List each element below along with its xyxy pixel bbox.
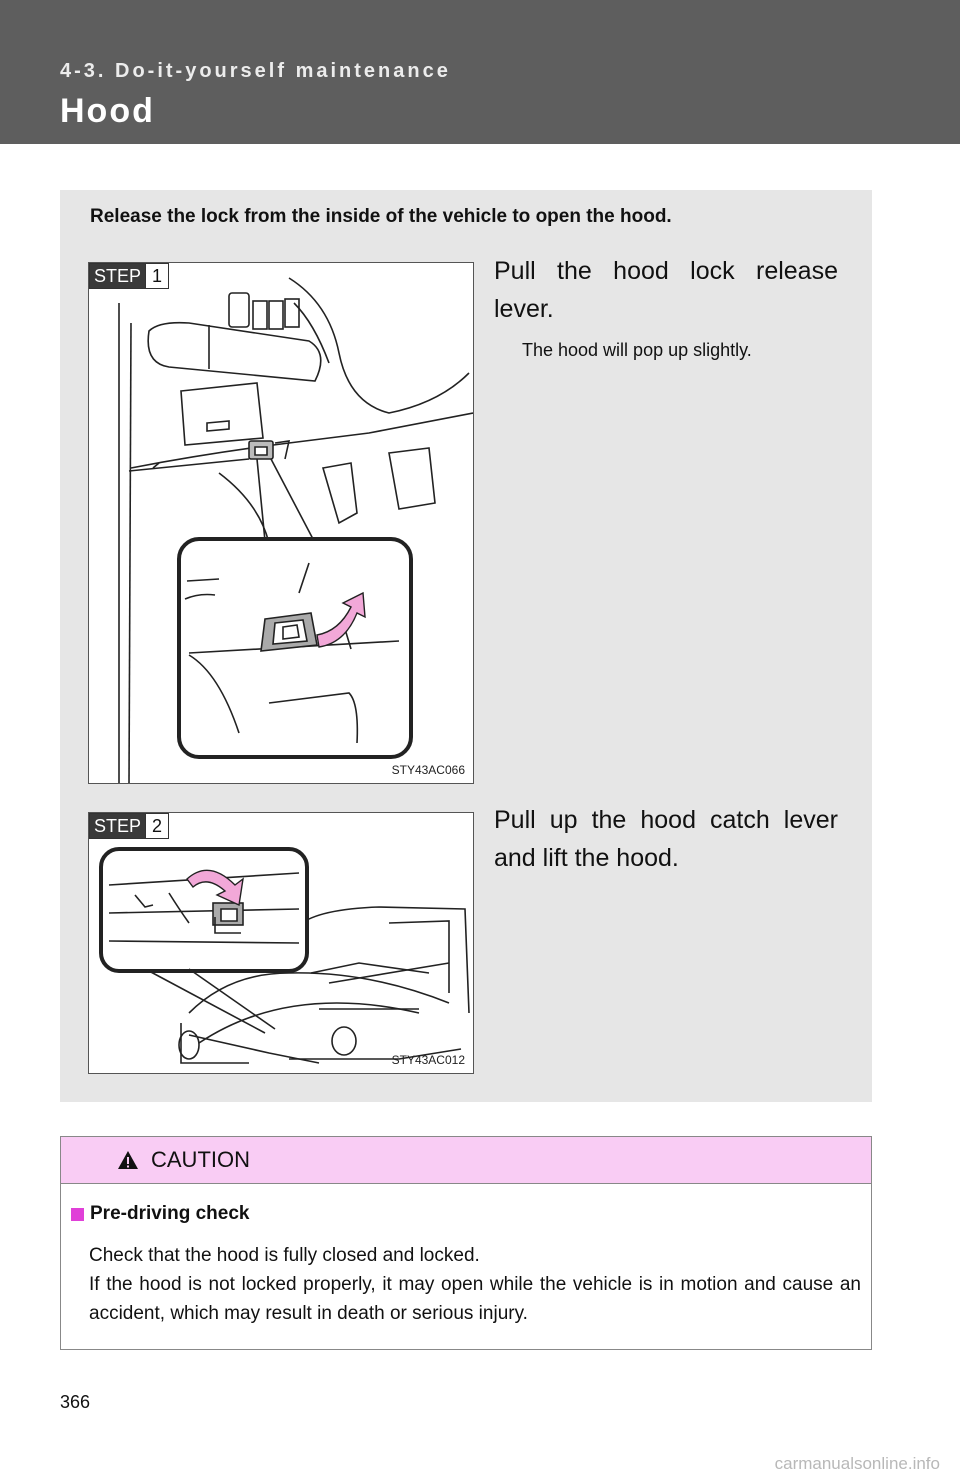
caution-label: CAUTION bbox=[151, 1147, 250, 1172]
caution-subheading bbox=[71, 1203, 249, 1225]
caution-header bbox=[61, 1137, 871, 1184]
step1-note: The hood will pop up slightly. bbox=[522, 340, 752, 360]
square-bullet-icon bbox=[71, 1208, 84, 1221]
hood-release-lever-drawing bbox=[89, 263, 473, 783]
step2-tag bbox=[89, 813, 169, 839]
step-word: STEP bbox=[90, 264, 145, 288]
watermark-text: carmanualsonline.info bbox=[774, 1454, 940, 1473]
figure-code: STY43AC012 bbox=[391, 1053, 465, 1067]
step-number: 1 bbox=[145, 264, 168, 288]
step-word: STEP bbox=[90, 814, 145, 838]
figure-code: STY43AC066 bbox=[391, 763, 465, 777]
caution-body bbox=[89, 1241, 861, 1328]
page-title: Hood bbox=[60, 92, 155, 130]
panel-intro: Release the lock from the inside of the vehicle to open the hood. bbox=[90, 206, 672, 227]
step-number: 2 bbox=[145, 814, 168, 838]
hood-catch-lever-drawing bbox=[89, 813, 473, 1073]
caution-line: If the hood is not locked properly, it may open while the vehicle is in motion and cause an accident, which may result in death or serious injury. bbox=[89, 1274, 861, 1324]
caution-subheading-text: Pre-driving check bbox=[90, 1203, 250, 1224]
caution-box bbox=[60, 1136, 872, 1350]
warning-triangle-icon bbox=[117, 1150, 139, 1170]
step2-illustration bbox=[88, 812, 474, 1074]
step2-instruction: Pull up the hood catch lever and lift the hood. bbox=[494, 806, 838, 872]
section-heading: 4-3. Do-it-yourself maintenance bbox=[60, 60, 451, 82]
step1-tag bbox=[89, 263, 169, 289]
page-number: 366 bbox=[60, 1392, 91, 1412]
caution-line: Check that the hood is fully closed and locked. bbox=[89, 1245, 480, 1266]
step1-illustration bbox=[88, 262, 474, 784]
step1-instruction: Pull the hood lock release lever. bbox=[494, 257, 838, 323]
page-header bbox=[0, 0, 960, 144]
